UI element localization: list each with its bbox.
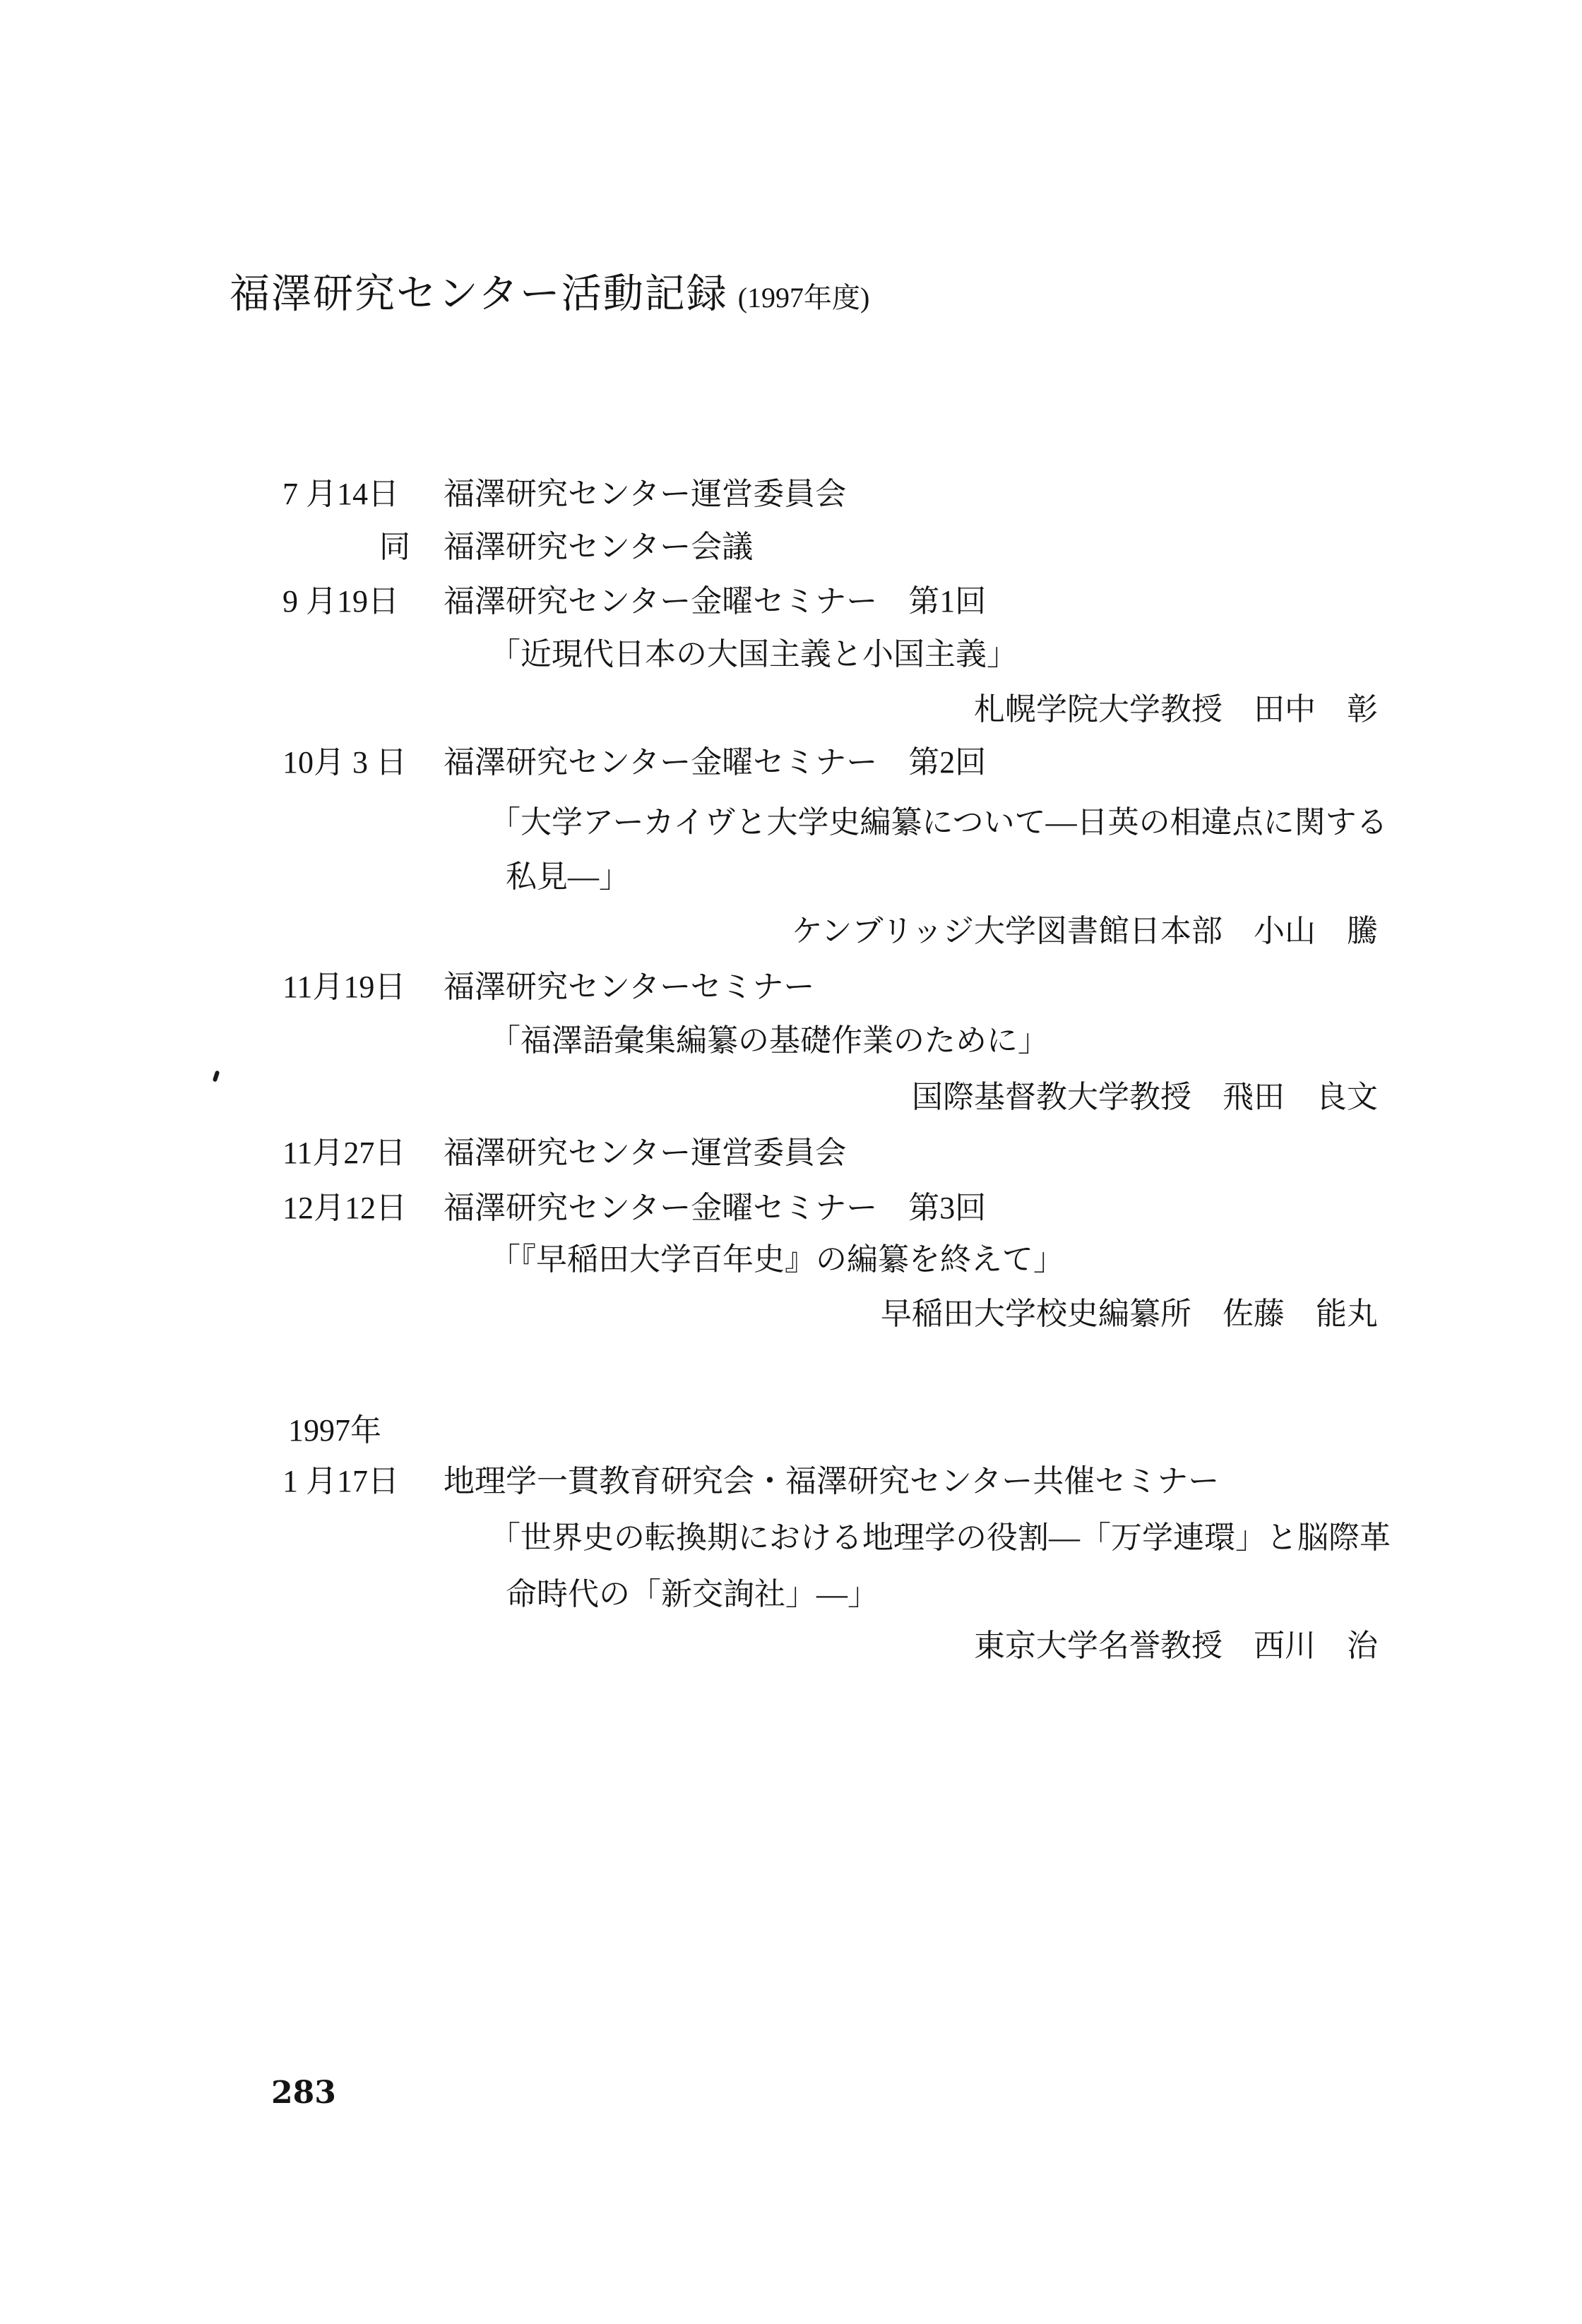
year-heading-row xyxy=(0,1415,1582,1452)
activity-event: 福澤研究センター運営委員会 xyxy=(444,1136,847,1170)
page-title xyxy=(230,274,869,314)
activity-row xyxy=(0,586,1582,623)
activity-date: 1 月17日 xyxy=(282,1464,399,1498)
speaker-row xyxy=(0,1628,1582,1667)
activity-row xyxy=(0,1193,1582,1229)
activity-event: 福澤研究センター金曜セミナー 第1回 xyxy=(444,584,987,619)
lecture-title-row xyxy=(0,807,1582,844)
activity-event: 福澤研究センター金曜セミナー 第2回 xyxy=(444,745,987,780)
speaker-row xyxy=(0,1299,1582,1335)
activity-date: 11月27日 xyxy=(282,1136,406,1170)
activity-date: 12月12日 xyxy=(282,1191,407,1225)
lecture-title: 「大学アーカイヴと大学史編纂について―日英の相違点に関する xyxy=(489,805,1388,840)
lecture-title-continuation: 私見―」 xyxy=(506,859,630,894)
lecture-title-continuation-row xyxy=(0,859,1582,898)
activity-row xyxy=(0,747,1582,784)
activity-row xyxy=(0,1138,1582,1174)
speaker: ケンブリッジ大学図書館日本部 小山 騰 xyxy=(791,914,1378,948)
activity-date: 10月 3 日 xyxy=(282,745,407,780)
activity-event: 福澤研究センターセミナー xyxy=(444,970,815,1004)
lecture-title: 「福澤語彙集編纂の基礎作業のために」 xyxy=(489,1023,1049,1058)
activity-event: 福澤研究センター金曜セミナー 第3回 xyxy=(444,1191,987,1225)
lecture-title-row xyxy=(0,1244,1582,1281)
speaker: 国際基督教大学教授 飛田 良文 xyxy=(912,1080,1378,1114)
speaker-row xyxy=(0,694,1582,731)
activity-event: 福澤研究センター会議 xyxy=(444,530,754,564)
activity-date-ditto: 同 xyxy=(379,530,410,564)
year-heading: 1997年 xyxy=(288,1413,381,1448)
activity-row xyxy=(0,972,1582,1008)
page-title-year: (1997年度) xyxy=(737,282,870,314)
lecture-title: 「『早稲田大学百年史』の編纂を終えて」 xyxy=(489,1242,1064,1277)
lecture-title: 「世界史の転換期における地理学の役割―「万学連環」と脳際革 xyxy=(489,1520,1391,1555)
page-title-main: 福澤研究センター活動記録 xyxy=(230,272,728,316)
page-number: 283 xyxy=(271,2075,336,2111)
lecture-title: 「近現代日本の大国主義と小国主義」 xyxy=(489,637,1018,672)
speaker-row xyxy=(0,1082,1582,1119)
activity-date: 9 月19日 xyxy=(282,584,399,619)
speaker: 札幌学院大学教授 田中 彰 xyxy=(974,692,1378,727)
activity-row xyxy=(0,532,1582,568)
speaker: 早稲田大学校史編纂所 佐藤 能丸 xyxy=(881,1297,1378,1331)
speaker: 東京大学名誉教授 西川 治 xyxy=(974,1628,1378,1663)
lecture-title-row xyxy=(0,1522,1582,1559)
lecture-title-continuation-row xyxy=(0,1579,1582,1616)
activity-event: 地理学一貫教育研究会・福澤研究センター共催セミナー xyxy=(444,1464,1220,1498)
activity-row xyxy=(0,479,1582,516)
ink-speck xyxy=(213,1070,220,1082)
lecture-title-continuation: 命時代の「新交詢社」―」 xyxy=(506,1577,879,1611)
activity-row xyxy=(0,1466,1582,1503)
lecture-title-row xyxy=(0,1025,1582,1062)
activity-date: 11月19日 xyxy=(282,970,406,1004)
activity-date: 7 月14日 xyxy=(282,477,399,511)
activity-event: 福澤研究センター運営委員会 xyxy=(444,477,847,511)
lecture-title-row xyxy=(0,639,1582,676)
speaker-row xyxy=(0,916,1582,953)
